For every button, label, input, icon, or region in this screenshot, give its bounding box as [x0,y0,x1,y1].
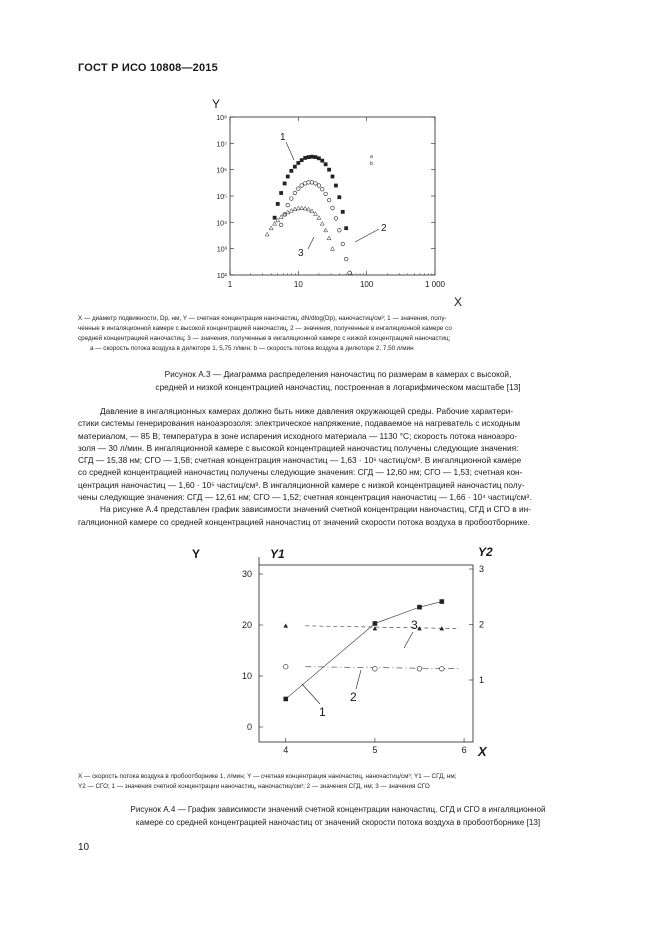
a4-data-marks [283,599,459,701]
a4-left-tick-label: 0 [246,722,252,732]
a3-point-series-3 [289,209,293,213]
a3-point-series-3 [307,207,311,211]
body-line: СГД — 15,38 нм; СГО — 1,58; счетная концентрация наночастиц — 1,63 · 10⁶ частиц/см³. В ингаляционной камере [78,455,522,466]
a4-point-series-1 [283,697,288,702]
a3-point-series-2 [293,191,297,195]
a3-point-series-3 [269,226,273,230]
body-line: материалом, — 85 В; температура в зоне испарения исходного материала — 1130 °С; скорость потока наноаэро- [78,430,518,441]
figure-a4-caption [78,803,598,829]
a4-point-series-3 [283,624,288,628]
a3-legend-a: a [370,154,373,160]
a3-point-series-3 [324,228,328,232]
a3-y-tick-label: 10⁷ [216,141,227,149]
a3-x-tick-label: 1 [227,280,233,289]
a4-right-tick-label: 2 [479,619,485,630]
a3-leader-1 [286,142,294,160]
body-line: золя — 30 л/мин. В ингаляционной камере с высокой концентрацией наночастиц получены следующие значения: [78,442,519,453]
a3-caption-line: Рисунок А.3 — Диаграмма распределения наночастиц по размерам в камерах с высокой, [164,369,512,379]
a3-point-series-1 [293,165,297,169]
a3-y-tick-label: 10⁶ [216,167,227,175]
a4-annotation-1: 1 [319,705,326,719]
a3-x-axis-label: X [454,295,463,309]
a3-point-series-1 [286,175,290,179]
a4-point-series-1 [417,605,422,610]
body-line: галяционной камере со средней концентрацией наночастиц от значений скорости потока воздуха в пробоотборнике. [78,516,530,527]
a3-leader-3 [308,237,314,249]
a3-point-series-2 [324,192,328,196]
a3-y-tick-label: 10⁴ [216,220,227,228]
a4-point-series-1 [439,599,444,604]
a3-x-tick-label: 100 [359,280,374,289]
a3-point-series-2 [286,203,290,207]
body-line: стики системы генерирования наноаэрозоля: электрическое напряжение, подаваемое на нагреватель с исходным [78,418,521,429]
a3-point-series-3 [330,247,334,251]
a3-plot-frame [230,117,435,275]
a3-point-series-3 [317,216,321,220]
a3-point-series-1 [334,184,338,188]
a4-legend-line: Y2 — СГО; 1 — значения счетной концентрации наночастиц, наночастиц/см³; 2 — значения СГД, нм; 3 — значения СГО [78,783,430,790]
a4-leader-3 [404,632,413,648]
a4-plot-frame [259,565,473,742]
a4-x-tick-label: 5 [372,745,378,755]
a3-point-series-1 [273,216,277,220]
figure-a4-chart [180,538,510,760]
a4-x-tick-label: 6 [461,745,467,755]
a4-caption-line: Рисунок А.4 — График зависимости значений счетной концентрации наночастиц, СГД и СГО в ингаляционной [130,805,546,814]
a3-data-marks [265,155,352,275]
a3-point-series-2 [320,187,324,191]
body-line: Давление в ингаляционных камерах должно быть ниже давления окружающей среды. Рабочие характери- [100,406,514,416]
a3-annotation-3: 3 [298,248,304,259]
a3-point-series-2 [297,187,301,191]
a3-caption-line: средней и низкой концентрацией наночастиц, построенная в логарифмическом масштабе [13] [155,382,521,392]
a4-right-ticks [469,564,484,685]
a4-leader-1 [302,684,320,704]
a4-point-series-2 [373,666,378,671]
a3-point-series-2 [334,217,338,221]
a4-leader-2 [356,670,361,689]
a3-point-series-2 [314,182,318,186]
a3-point-series-1 [337,195,341,199]
a3-point-series-2 [300,184,304,188]
page-number: 10 [78,842,90,853]
a3-point-series-1 [314,155,318,159]
a3-legend-line: средней концентрацией наночастиц; 3 — значения, полученные в ингаляционной камере с низкой концентрацией наночастиц; [78,335,451,342]
a4-x-tick-label: 4 [283,745,289,755]
a4-point-series-1 [373,621,378,626]
a4-point-series-3 [417,626,422,630]
a4-left-tick-label: 30 [241,569,252,579]
a3-point-series-1 [303,156,307,160]
a4-annotation-2: 2 [350,690,357,704]
a3-annotation-2: 2 [381,223,387,234]
a3-point-series-1 [341,210,345,214]
a3-point-series-1 [283,182,287,186]
body-line: центрация наночастиц — 1,60 · 10⁵ частиц/см³. В ингаляционной камере с низкой концентрацией наночастиц полу- [78,479,525,490]
a4-left-tick-label: 20 [241,620,252,630]
body-paragraphs [78,405,598,528]
a3-legend-b: b [370,161,373,167]
a3-point-series-3 [327,236,331,240]
a3-point-series-2 [348,271,352,275]
a3-x-tick-label: 10 [293,280,303,289]
a3-y-tick-label: 10² [216,273,227,280]
a3-leader-2 [355,229,379,242]
a4-left-tick-label: 10 [241,671,252,681]
a3-point-series-2 [307,181,311,185]
a3-point-series-2 [317,184,321,188]
figure-a3-legend [78,314,598,354]
a3-y-ticks [216,115,435,280]
a4-caption-line: камере со средней концентрацией наночастиц от значений скорости потока воздуха в пробоотборнике [13] [135,818,541,827]
a3-point-series-1 [307,155,311,159]
figure-a3-caption [78,368,598,394]
a4-annotation-3: 3 [411,618,418,632]
a4-y2-axis-label: Y2 [478,545,493,559]
a3-point-series-2 [341,242,345,246]
a3-point-series-1 [289,169,293,173]
a3-y-tick-label: 10³ [216,246,227,254]
a3-legend-line: ченные в ингаляционной камере с высокой концентрацией наночастиц, 2 — значения, полученные в ингаляционной камере со [78,325,452,332]
a3-y-axis-label: Y [212,97,221,111]
a3-point-series-1 [344,226,348,230]
a3-x-tick-label: 1 000 [424,280,446,289]
a3-legend-line: a — скорость потока воздуха в дилюторе 1, 5,75 л/мин; b — скорость потока воздуха в дилюторе 2, 7,50 л/мин [90,345,414,352]
a4-legend-line: X — скорость потока воздуха в пробоотборнике 1, л/мин; Y — счетная концентрация наночастиц, наночастиц/см³; Y1 — СГД, нм; [78,773,457,780]
a3-x-ticks [228,117,446,289]
a4-point-series-2 [283,664,288,669]
body-line: На рисунке А.4 представлен график зависимости значений счетной концентрации наночастиц, СГД и СГО в ин- [100,504,531,515]
a3-point-series-3 [279,215,283,219]
a3-point-series-2 [279,223,283,227]
a3-point-series-3 [300,206,304,210]
a3-y-tick-label: 10⁸ [216,115,227,122]
a3-point-series-2 [310,181,314,185]
a4-point-series-2 [439,666,444,671]
a4-series-line-2 [305,667,459,669]
a3-point-series-2 [331,206,335,210]
a4-x-ticks [283,738,466,755]
a3-point-series-1 [296,161,300,165]
figure-a4-legend [78,772,598,792]
a3-point-series-1 [276,202,280,206]
a3-annotation-1: 1 [280,132,286,143]
a4-y-axis-label: Y [192,547,201,561]
a4-left-ticks [242,569,263,732]
a3-point-series-1 [300,158,304,162]
a3-point-series-2 [344,257,348,261]
body-line: со средней концентрацией наночастиц получены следующие значения: СГД — 12,60 нм; СГО — 1,53; счетная кон- [78,467,523,478]
a3-point-series-2 [290,197,294,201]
a4-right-tick-label: 3 [479,564,485,574]
a3-point-series-1 [324,162,328,166]
a3-point-series-1 [327,168,331,172]
a4-right-tick-label: 1 [479,675,485,685]
figure-a3-chart [190,92,470,312]
a4-x-axis-label: X [478,744,487,759]
a4-series-line-1 [286,602,442,699]
a3-point-series-1 [320,159,324,163]
a4-point-series-2 [417,666,422,671]
a3-point-series-1 [317,156,321,160]
page-header: ГОСТ Р ИСО 10808—2015 [78,62,218,74]
a3-point-series-1 [331,175,335,179]
a3-point-series-3 [265,232,269,236]
a3-y-tick-label: 10⁵ [216,194,227,201]
a3-point-series-2 [327,198,331,202]
a4-y1-axis-label: Y1 [270,547,285,561]
a3-point-series-1 [279,191,283,195]
a3-point-series-2 [338,228,342,232]
a3-point-series-3 [320,222,324,226]
a4-series-line-3 [305,626,459,629]
a3-point-series-1 [310,155,314,159]
body-line: чены следующие значения: СГД — 12,61 нм; СГО — 1,52; счетная концентрация наночастиц — 1,66 · 10⁴ частиц/см³. [78,492,532,503]
a3-legend-line: X — диаметр подвижности, Dp, нм, Y — счетная концентрация наночастиц, dN/dlog(Dp), наночастиц/см³; 1 — значения, полу- [78,315,447,322]
